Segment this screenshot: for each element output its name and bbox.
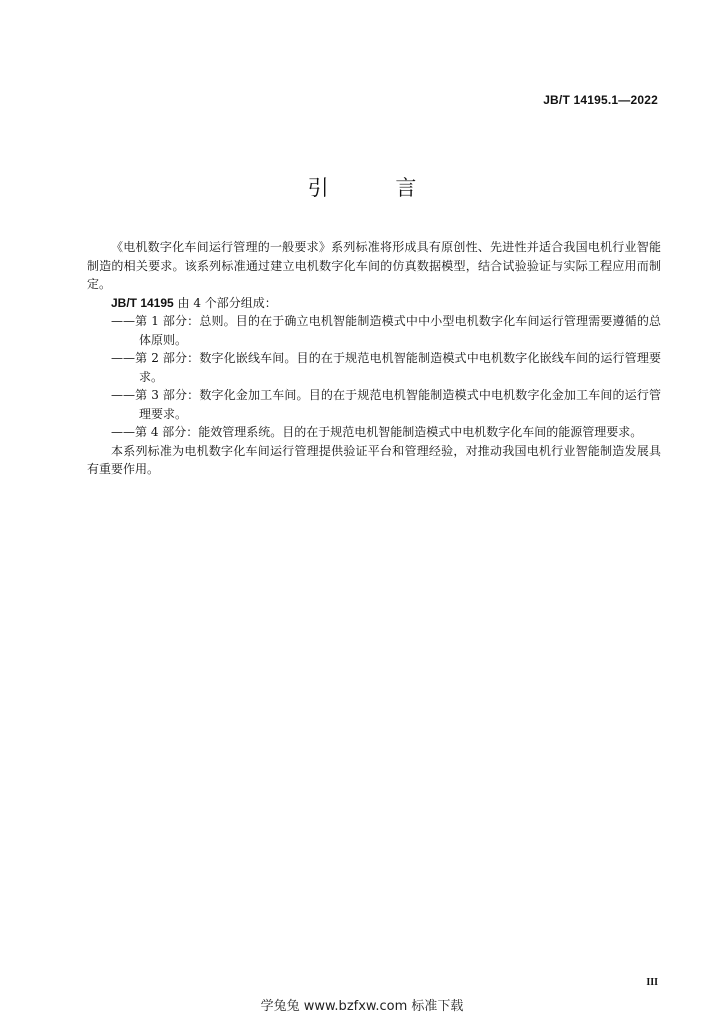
list-item-part-3: ——第 3 部分：数字化金加工车间。目的在于规范电机智能制造模式中电机数字化金加工车间的运行管理要求。 xyxy=(111,388,661,421)
list-item-part-4: ——第 4 部分：能效管理系统。目的在于规范电机智能制造模式中电机数字化车间的能源管理要求。 xyxy=(111,425,643,439)
standard-code-header: JB/T 14195.1—2022 xyxy=(543,93,658,107)
parts-intro-line xyxy=(87,294,661,313)
list-item-part-2: ——第 2 部分：数字化嵌线车间。目的在于规范电机智能制造模式中电机数字化嵌线车间的运行管理要求。 xyxy=(111,351,661,384)
intro-paragraph: 《电机数字化车间运行管理的一般要求》系列标准将形成具有原创性、先进性并适合我国电机行业智能制造的相关要求。该系列标准通过建立电机数字化车间的仿真数据模型，结合试验验证与实际工程应用而制定。 xyxy=(87,240,661,291)
page-number: III xyxy=(646,977,658,988)
parts-standard-code: JB/T 14195 xyxy=(111,295,174,310)
parts-intro-text: 由 4 个部分组成： xyxy=(173,295,277,310)
page-title: 引 言 xyxy=(307,176,447,200)
document-body xyxy=(87,238,661,479)
closing-paragraph: 本系列标准为电机数字化车间运行管理提供验证平台和管理经验，对推动我国电机行业智能制造发展具有重要作用。 xyxy=(87,443,661,476)
list-item-part-1: ——第 1 部分：总则。目的在于确立电机智能制造模式中中小型电机数字化车间运行管理需要遵循的总体原则。 xyxy=(111,314,661,347)
watermark-footer[interactable]: 学兔兔 www.bzfxw.com 标准下载 xyxy=(260,999,464,1014)
